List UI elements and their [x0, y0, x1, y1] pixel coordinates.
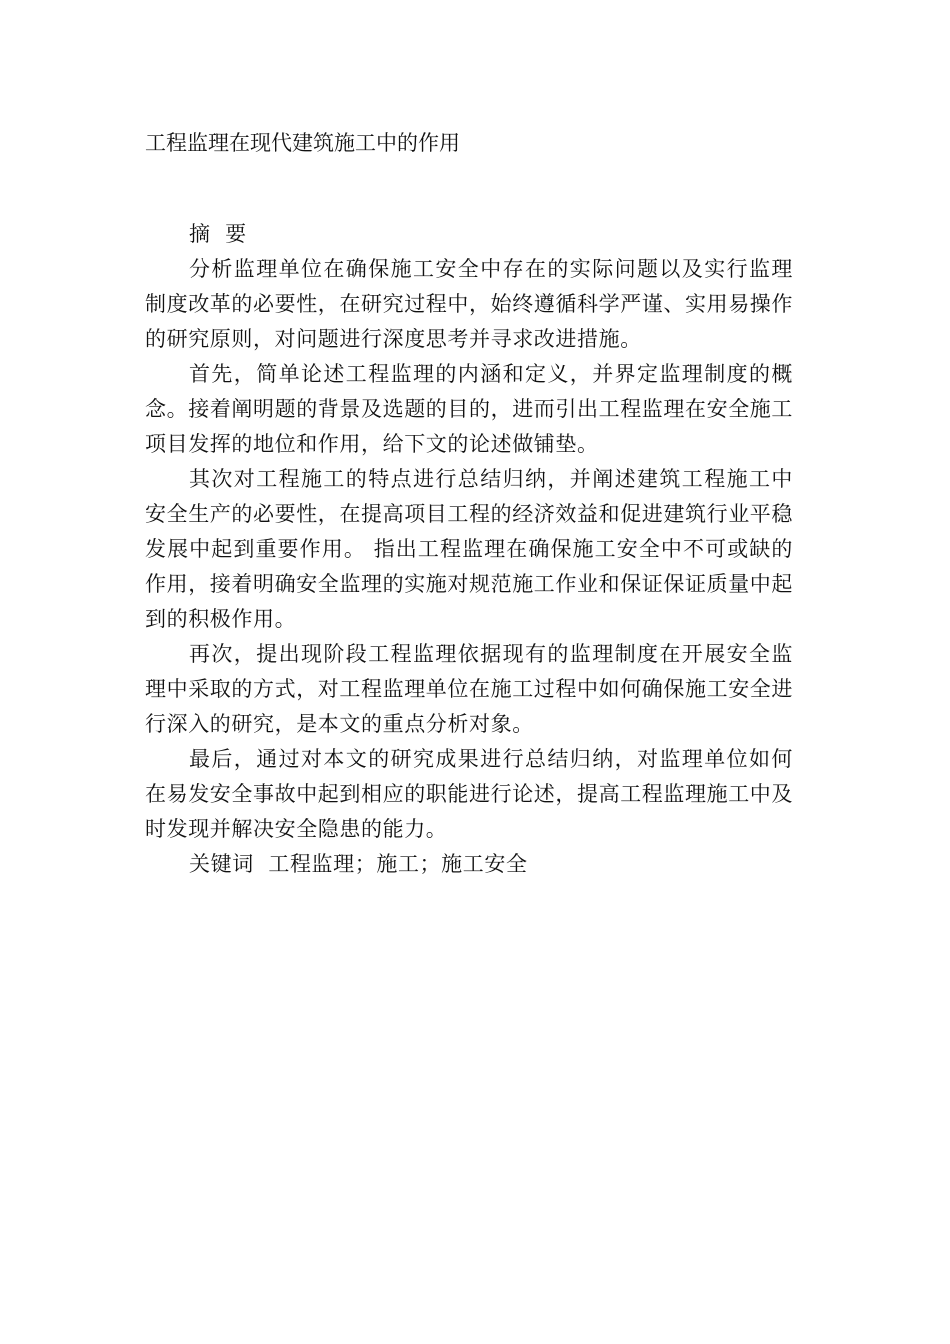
abstract-paragraph: 分析监理单位在确保施工安全中存在的实际问题以及实行监理制度改革的必要性，在研究过程中，始终遵循科学严谨、实用易操作的研究原则，对问题进行深度思考并寻求改进措施。	[145, 257, 793, 351]
keywords-line: 关键词 工程监理；施工；施工安全	[189, 852, 528, 876]
document-title: 工程监理在现代建筑施工中的作用	[145, 131, 460, 155]
abstract-section	[145, 217, 793, 882]
abstract-heading: 摘 要	[189, 222, 247, 246]
abstract-paragraph: 首先，简单论述工程监理的内涵和定义，并界定监理制度的概念。接着阐明题的背景及选题的目的，进而引出工程监理在安全施工项目发挥的地位和作用，给下文的论述做铺垫。	[145, 362, 793, 456]
abstract-paragraph: 其次对工程施工的特点进行总结归纳，并阐述建筑工程施工中安全生产的必要性，在提高项目工程的经济效益和促进建筑行业平稳发展中起到重要作用。 指出工程监理在确保施工安全中不可或缺的作用，接着明确安全监理的实施对规范施工作业和保证保证质量中起到的积极作用。	[145, 467, 793, 631]
abstract-paragraph: 再次，提出现阶段工程监理依据现有的监理制度在开展安全监理中采取的方式，对工程监理单位在施工过程中如何确保施工安全进行深入的研究，是本文的重点分析对象。	[145, 642, 793, 736]
abstract-paragraph: 最后，通过对本文的研究成果进行总结归纳，对监理单位如何在易发安全事故中起到相应的职能进行论述，提高工程监理施工中及时发现并解决安全隐患的能力。	[145, 747, 793, 841]
